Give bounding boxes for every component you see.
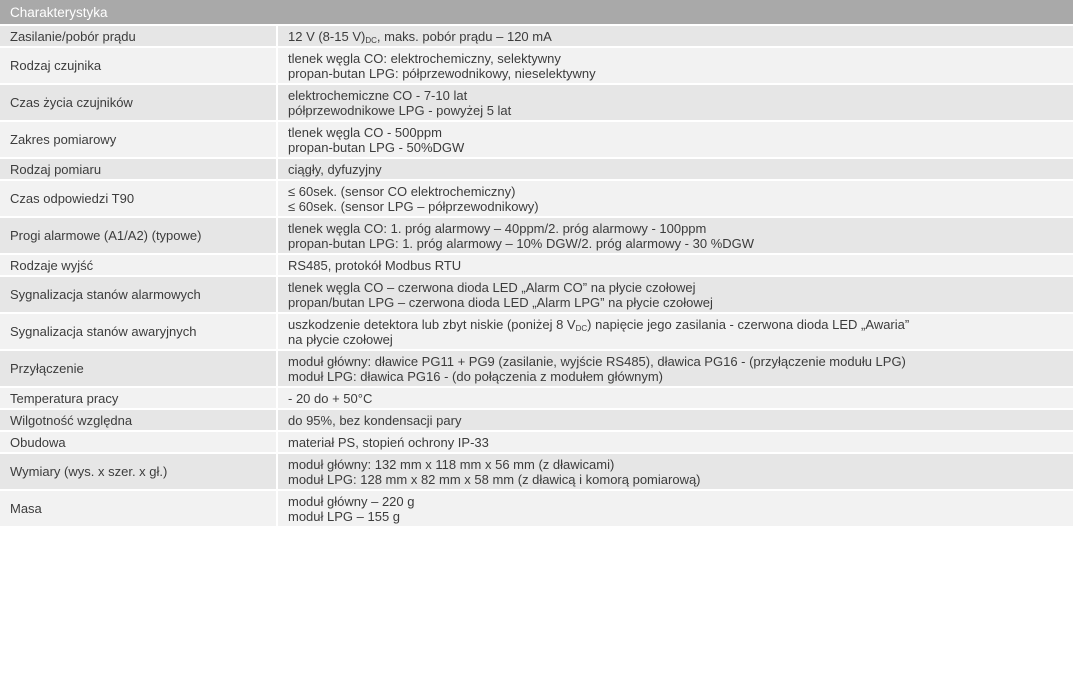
- spec-value: [277, 84, 1073, 121]
- spec-value: [277, 409, 1073, 431]
- spec-label: Wilgotność względna: [0, 409, 277, 431]
- spec-label: Sygnalizacja stanów alarmowych: [0, 276, 277, 313]
- spec-value-line: [288, 29, 1063, 44]
- spec-value: [277, 490, 1073, 527]
- table-row: [0, 84, 1073, 121]
- value-text: moduł LPG: 128 mm x 82 mm x 58 mm (z dławicą i komorą pomiarową): [288, 471, 701, 487]
- value-text: propan-butan LPG: 1. próg alarmowy – 10% DGW/2. próg alarmowy - 30 %DGW: [288, 235, 755, 251]
- spec-value-line: [288, 258, 1063, 273]
- value-text: propan-butan LPG - 50%DGW: [288, 139, 465, 155]
- spec-value-line: [288, 354, 1063, 369]
- table-header-row: [0, 0, 1073, 25]
- table-row: [0, 431, 1073, 453]
- spec-value-line: [288, 140, 1063, 155]
- table-row: [0, 121, 1073, 158]
- table-row: [0, 47, 1073, 84]
- spec-label: Wymiary (wys. x szer. x gł.): [0, 453, 277, 490]
- value-text: moduł LPG – 155 g: [288, 508, 401, 524]
- spec-value-line: [288, 435, 1063, 450]
- spec-label: Rodzaj pomiaru: [0, 158, 277, 180]
- spec-value-line: [288, 66, 1063, 81]
- spec-value-line: [288, 472, 1063, 487]
- spec-value: [277, 121, 1073, 158]
- value-text: ciągły, dyfuzyjny: [288, 161, 382, 177]
- spec-value-line: [288, 199, 1063, 214]
- spec-value-line: [288, 221, 1063, 236]
- spec-label: Zakres pomiarowy: [0, 121, 277, 158]
- table-row: [0, 490, 1073, 527]
- table-row: [0, 313, 1073, 350]
- spec-value: [277, 431, 1073, 453]
- value-text: ) napięcie jego zasilania - czerwona dioda LED „Awaria”: [587, 316, 910, 332]
- value-text: - 20 do + 50°C: [288, 390, 373, 406]
- spec-label: Masa: [0, 490, 277, 527]
- value-text: moduł LPG: dławica PG16 - (do połączenia z modułem głównym): [288, 368, 664, 384]
- spec-label: Obudowa: [0, 431, 277, 453]
- table-row: [0, 453, 1073, 490]
- spec-value-line: [288, 391, 1063, 406]
- spec-value-line: [288, 295, 1063, 310]
- spec-value: [277, 158, 1073, 180]
- table-row: [0, 25, 1073, 47]
- spec-label: Sygnalizacja stanów awaryjnych: [0, 313, 277, 350]
- value-text: , maks. pobór prądu – 120 mA: [376, 28, 552, 44]
- spec-value: [277, 217, 1073, 254]
- spec-label: Rodzaje wyjść: [0, 254, 277, 276]
- table-row: [0, 387, 1073, 409]
- table-row: [0, 180, 1073, 217]
- value-text: na płycie czołowej: [288, 331, 393, 347]
- value-text: do 95%, bez kondensacji pary: [288, 412, 462, 428]
- spec-value: [277, 254, 1073, 276]
- spec-value: [277, 47, 1073, 84]
- table-row: [0, 276, 1073, 313]
- value-text: półprzewodnikowe LPG - powyżej 5 lat: [288, 102, 512, 118]
- table-body: [0, 25, 1073, 527]
- spec-value-line: [288, 125, 1063, 140]
- spec-value: [277, 180, 1073, 217]
- value-text: moduł główny: 132 mm x 118 mm x 56 mm (z dławicami): [288, 456, 615, 472]
- spec-value-line: [288, 51, 1063, 66]
- spec-value-line: [288, 184, 1063, 199]
- spec-label: Rodzaj czujnika: [0, 47, 277, 84]
- spec-value: [277, 387, 1073, 409]
- value-text: ≤ 60sek. (sensor CO elektrochemiczny): [288, 183, 516, 199]
- table-row: [0, 350, 1073, 387]
- spec-value-line: [288, 103, 1063, 118]
- value-text: moduł główny: dławice PG11 + PG9 (zasilanie, wyjście RS485), dławica PG16 - (przyłączenie modułu LPG): [288, 353, 906, 369]
- table-row: [0, 158, 1073, 180]
- value-text: propan/butan LPG – czerwona dioda LED „Alarm LPG” na płycie czołowej: [288, 294, 713, 310]
- spec-value: [277, 350, 1073, 387]
- value-text: propan-butan LPG: półprzewodnikowy, nieselektywny: [288, 65, 596, 81]
- spec-label: Temperatura pracy: [0, 387, 277, 409]
- spec-value: [277, 313, 1073, 350]
- spec-label: Czas odpowiedzi T90: [0, 180, 277, 217]
- table-title: Charakterystyka: [0, 0, 1073, 25]
- spec-value-line: [288, 369, 1063, 384]
- value-text: tlenek węgla CO: 1. próg alarmowy – 40ppm/2. próg alarmowy - 100ppm: [288, 220, 707, 236]
- spec-value-line: [288, 413, 1063, 428]
- value-text: tlenek węgla CO: elektrochemiczny, selektywny: [288, 50, 561, 66]
- spec-label: Przyłączenie: [0, 350, 277, 387]
- value-text: 12 V (8-15 V): [288, 28, 366, 44]
- spec-value-line: [288, 88, 1063, 103]
- value-subscript: DC: [575, 323, 588, 333]
- value-text: elektrochemiczne CO - 7-10 lat: [288, 87, 468, 103]
- value-text: moduł główny – 220 g: [288, 493, 415, 509]
- value-text: materiał PS, stopień ochrony IP-33: [288, 434, 489, 450]
- spec-value-line: [288, 162, 1063, 177]
- table-row: [0, 254, 1073, 276]
- table-row: [0, 217, 1073, 254]
- spec-value-line: [288, 236, 1063, 251]
- spec-value: [277, 276, 1073, 313]
- spec-value: [277, 25, 1073, 47]
- value-text: ≤ 60sek. (sensor LPG – półprzewodnikowy): [288, 198, 539, 214]
- value-text: tlenek węgla CO - 500ppm: [288, 124, 442, 140]
- spec-label: Zasilanie/pobór prądu: [0, 25, 277, 47]
- spec-value-line: [288, 280, 1063, 295]
- value-subscript: DC: [365, 35, 377, 45]
- spec-value-line: [288, 494, 1063, 509]
- value-text: tlenek węgla CO – czerwona dioda LED „Alarm CO” na płycie czołowej: [288, 279, 696, 295]
- spec-value-line: [288, 317, 1063, 332]
- value-text: uszkodzenie detektora lub zbyt niskie (poniżej 8 V: [288, 316, 576, 332]
- spec-value-line: [288, 457, 1063, 472]
- spec-label: Progi alarmowe (A1/A2) (typowe): [0, 217, 277, 254]
- value-text: RS485, protokół Modbus RTU: [288, 257, 462, 273]
- spec-value-line: [288, 332, 1063, 347]
- spec-value: [277, 453, 1073, 490]
- table-row: [0, 409, 1073, 431]
- spec-value-line: [288, 509, 1063, 524]
- spec-label: Czas życia czujników: [0, 84, 277, 121]
